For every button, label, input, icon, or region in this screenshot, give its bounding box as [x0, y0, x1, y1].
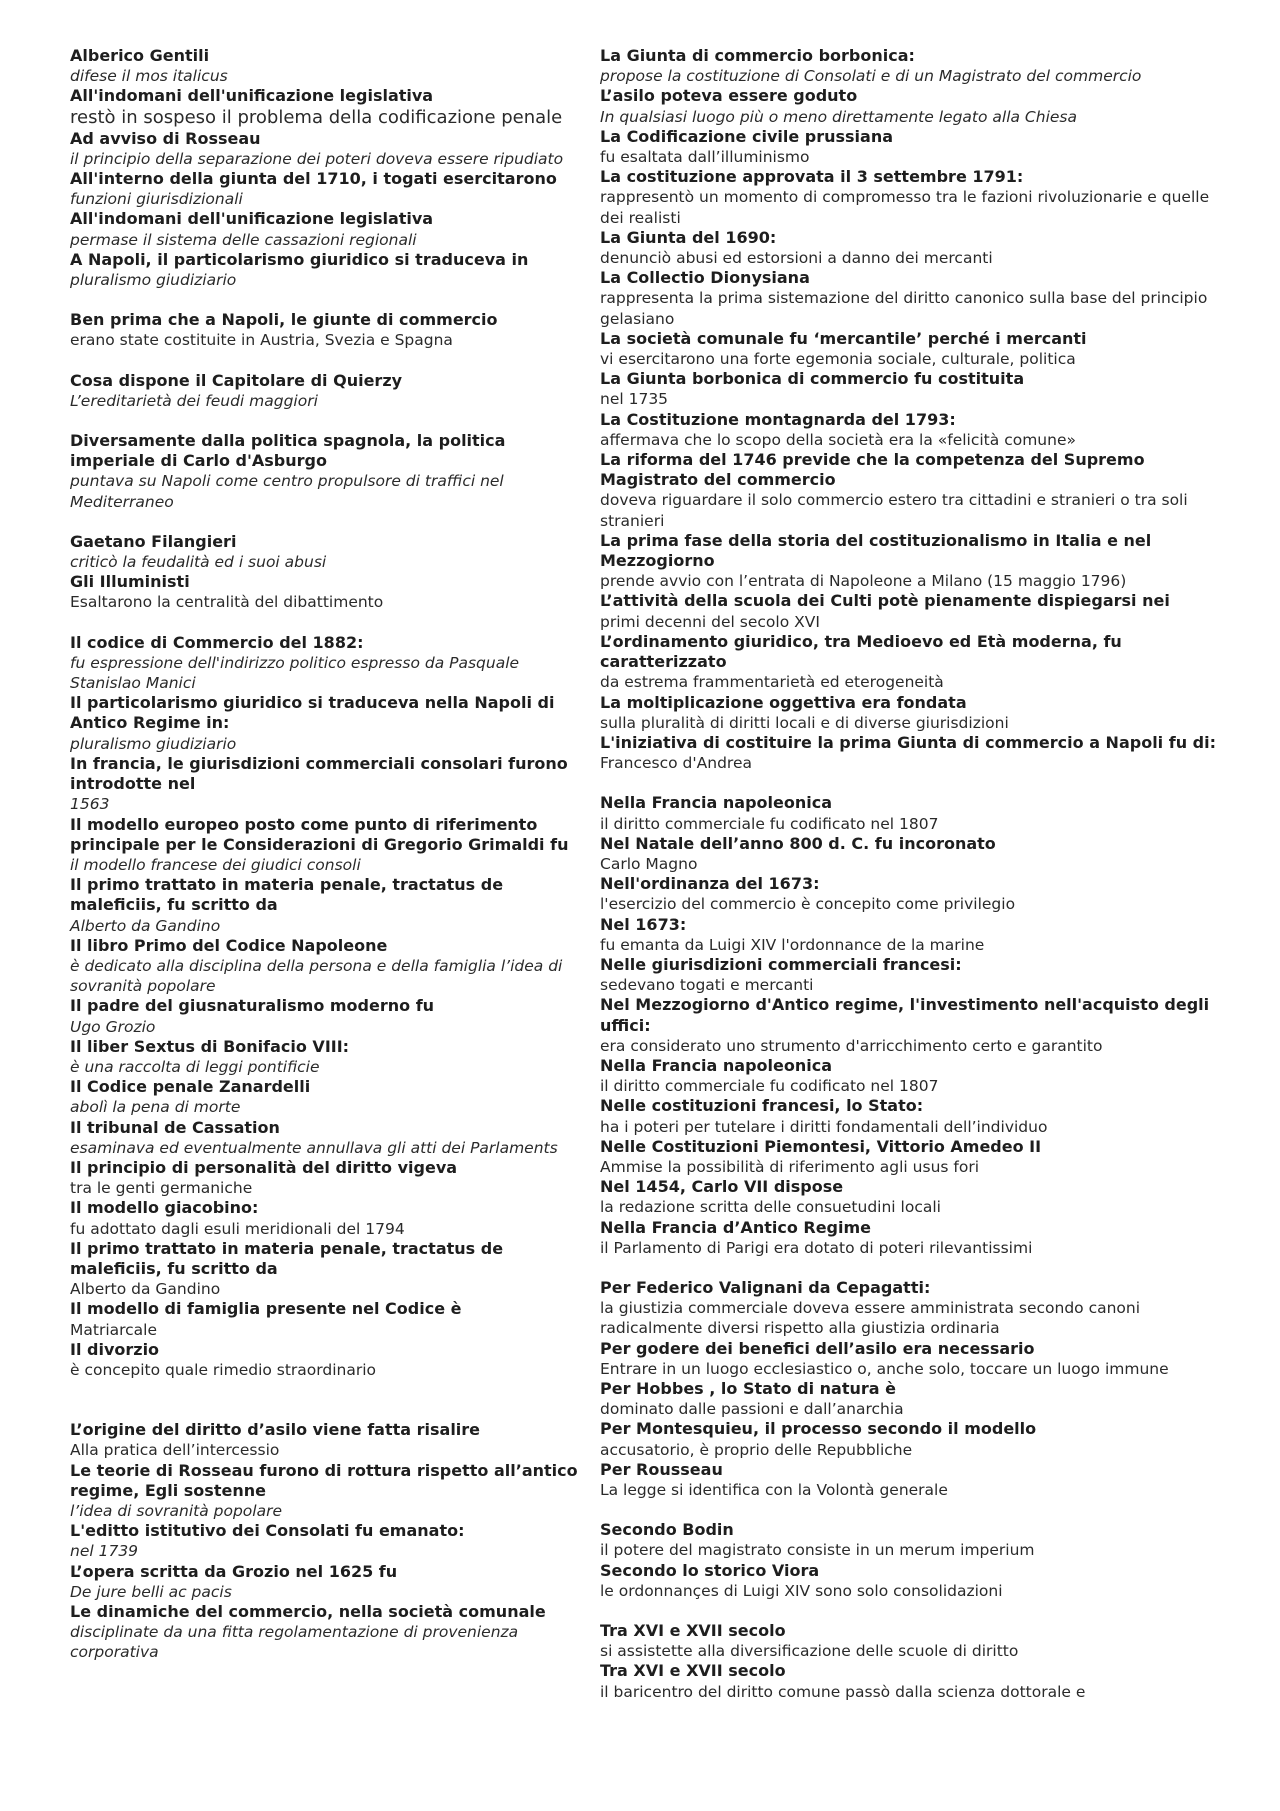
qa-entry	[600, 1419, 1220, 1459]
question-text: Il padre del giusnaturalismo moderno fu	[70, 996, 435, 1016]
question-text: All'indomani dell'unificazione legislativa	[70, 209, 434, 229]
qa-entry	[600, 531, 1220, 592]
answer-text: fu adottato dagli esuli meridionali del 1794	[70, 1219, 405, 1238]
answer-text: abolì la pena di morte	[70, 1098, 241, 1117]
answer-text: fu esaltata dall’illuminismo	[600, 148, 810, 167]
answer-text: rappresentò un momento di compromesso tra le fazioni rivoluzionarie e quelle dei realisti	[600, 188, 1210, 227]
answer-text: Carlo Magno	[600, 854, 698, 873]
qa-entry	[70, 371, 580, 411]
qa-entry	[70, 86, 580, 128]
answer-text: accusatorio, è proprio delle Repubbliche	[600, 1440, 913, 1459]
question-text: Per Federico Valignani da Cepagatti:	[600, 1277, 931, 1297]
qa-entry	[600, 874, 1220, 914]
qa-entry	[600, 1278, 1220, 1339]
qa-entry	[70, 169, 580, 209]
qa-entry	[600, 1621, 1220, 1661]
answer-text: disciplinate da una fitta regolamentazione di provenienza corporativa	[70, 1623, 519, 1662]
question-text: La Giunta del 1690:	[600, 227, 777, 247]
qa-entry	[600, 733, 1220, 773]
question-text: La moltiplicazione oggettiva era fondata	[600, 692, 967, 712]
spacer	[600, 1500, 1220, 1520]
spacer	[70, 351, 580, 371]
qa-entry	[600, 127, 1220, 167]
qa-entry	[70, 875, 580, 936]
answer-text: sulla pluralità di diritti locali e di diverse giurisdizioni	[600, 713, 1009, 732]
question-text: Il principio di personalità del diritto vigeva	[70, 1157, 458, 1177]
question-text: Nelle costituzioni francesi, lo Stato:	[600, 1096, 924, 1116]
answer-text: è concepito quale rimedio straordinario	[70, 1360, 377, 1379]
qa-entry	[70, 1118, 580, 1158]
qa-entry	[600, 1520, 1220, 1560]
qa-entry	[600, 1661, 1220, 1701]
answer-text: La legge si identifica con la Volontà generale	[600, 1481, 948, 1500]
qa-entry	[70, 1461, 580, 1522]
left-column	[70, 46, 580, 1663]
answer-text: doveva riguardare il solo commercio estero tra cittadini e stranieri o tra soli stranieri	[600, 491, 1188, 530]
question-text: L’opera scritta da Grozio nel 1625 fu	[70, 1561, 398, 1581]
question-text: La riforma del 1746 previde che la competenza del Supremo Magistrato del commercio	[600, 450, 1145, 490]
answer-text: rappresenta la prima sistemazione del diritto canonico sulla base del principio gelasiano	[600, 289, 1208, 328]
answer-text: Ammise la possibilità di riferimento agli usus fori	[600, 1157, 980, 1176]
answer-text: le ordonnançes di Luigi XIV sono solo consolidazioni	[600, 1581, 1003, 1600]
qa-entry	[600, 591, 1220, 631]
answer-text: la redazione scritta delle consuetudini locali	[600, 1198, 941, 1217]
question-text: Nel Natale dell’anno 800 d. C. fu incoronato	[600, 833, 996, 853]
answer-text: propose la costituzione di Consolati e di un Magistrato del commercio	[600, 67, 1142, 86]
question-text: Cosa dispone il Capitolare di Quierzy	[70, 370, 403, 390]
qa-entry	[70, 1239, 580, 1300]
question-text: Per Hobbes , lo Stato di natura è	[600, 1379, 896, 1398]
question-text: Tra XVI e XVII secolo	[600, 1621, 786, 1641]
question-text: L’asilo poteva essere goduto	[600, 86, 858, 106]
question-text: Diversamente dalla politica spagnola, la politica imperiale di Carlo d'Asburgo	[70, 431, 506, 471]
qa-entry	[600, 1339, 1220, 1379]
answer-text: era considerato uno strumento d'arricchimento certo e garantito	[600, 1036, 1103, 1055]
answer-text: ha i poteri per tutelare i diritti fondamentali dell’individuo	[600, 1117, 1048, 1136]
qa-entry	[600, 46, 1220, 86]
question-text: Il primo trattato in materia penale, tractatus de maleficiis, fu scritto da	[70, 1238, 504, 1278]
answer-text: nel 1735	[600, 390, 669, 409]
qa-entry	[600, 632, 1220, 693]
qa-entry	[600, 834, 1220, 874]
qa-entry	[70, 633, 580, 694]
question-text: Secondo lo storico Viora	[600, 1560, 820, 1580]
question-text: Le dinamiche del commercio, nella società comunale	[70, 1602, 546, 1622]
question-text: La Costituzione montagnarda del 1793:	[600, 409, 956, 429]
question-text: La società comunale fu ‘mercantile’ perché i mercanti	[600, 328, 1087, 348]
qa-entry	[600, 955, 1220, 995]
answer-text: Entrare in un luogo ecclesiastico o, anche solo, toccare un luogo immune	[600, 1359, 1169, 1378]
qa-entry	[70, 572, 580, 612]
answer-text: sedevano togati e mercanti	[600, 976, 814, 995]
qa-entry	[600, 450, 1220, 531]
question-text: La prima fase della storia del costituzionalismo in Italia e nel Mezzogiorno	[600, 530, 1152, 571]
answer-text: pluralismo giudiziario	[70, 271, 237, 290]
answer-text: criticò la feudalità ed i suoi abusi	[70, 553, 327, 572]
question-text: Il Codice penale Zanardelli	[70, 1077, 311, 1097]
answer-text: Alberto da Gandino	[70, 1280, 221, 1299]
answer-text: nel 1739	[70, 1542, 139, 1561]
question-text: Il liber Sextus di Bonifacio VIII:	[70, 1036, 350, 1056]
question-text: Il tribunal de Cassation	[70, 1117, 280, 1137]
qa-entry	[600, 86, 1220, 126]
answer-text: L’ereditarietà dei feudi maggiori	[70, 391, 318, 410]
qa-entry	[70, 129, 580, 169]
question-text: L'editto istitutivo dei Consolati fu emanato:	[70, 1521, 465, 1541]
answer-text: da estrema frammentarietà ed eterogeneità	[600, 673, 944, 692]
qa-entry	[70, 815, 580, 876]
question-text: Nella Francia napoleonica	[600, 1055, 833, 1075]
qa-entry	[600, 1096, 1220, 1136]
question-text: Nel 1454, Carlo VII dispose	[600, 1177, 844, 1197]
question-text: La Codificazione civile prussiana	[600, 126, 894, 146]
qa-entry	[70, 1077, 580, 1117]
answer-text: il modello francese dei giudici consoli	[70, 855, 361, 874]
answer-text: il baricentro del diritto comune passò dalla scienza dottorale e	[600, 1682, 1086, 1701]
question-text: Il modello europeo posto come punto di riferimento principale per le Considerazioni di Gregorio Grimaldi fu	[70, 814, 569, 854]
qa-entry	[600, 167, 1220, 228]
question-text: Gaetano Filangieri	[70, 531, 237, 551]
question-text: Nel 1673:	[600, 914, 687, 934]
question-text: L'iniziativa di costituire la prima Giunta di commercio a Napoli fu di:	[600, 732, 1216, 752]
answer-text: difese il mos italicus	[70, 67, 228, 86]
question-text: Ben prima che a Napoli, le giunte di commercio	[70, 310, 498, 330]
answer-text: De jure belli ac pacis	[70, 1582, 232, 1601]
answer-text: Alberto da Gandino	[70, 916, 221, 935]
answer-text: è una raccolta di leggi pontificie	[70, 1057, 320, 1076]
answer-text: permase il sistema delle cassazioni regionali	[70, 230, 417, 249]
question-text: Il modello giacobino:	[70, 1198, 259, 1218]
answer-text: dominato dalle passioni e dall’anarchia	[600, 1400, 904, 1419]
question-text: La Collectio Dionysiana	[600, 268, 810, 288]
answer-text: pluralismo giudiziario	[70, 734, 237, 753]
answer-text: In qualsiasi luogo più o meno direttamente legato alla Chiesa	[600, 107, 1077, 126]
question-text: Per godere dei benefici dell’asilo era necessario	[600, 1338, 1035, 1358]
answer-text: il diritto commerciale fu codificato nel 1807	[600, 1077, 939, 1096]
answer-text: vi esercitarono una forte egemonia sociale, culturale, politica	[600, 350, 1076, 369]
question-text: Per Montesquieu, il processo secondo il modello	[600, 1419, 1037, 1439]
spacer	[600, 773, 1220, 793]
qa-entry	[70, 209, 580, 249]
answer-text: è dedicato alla disciplina della persona e della famiglia l’idea di sovranità popolare	[70, 956, 563, 996]
qa-entry	[70, 754, 580, 815]
answer-text: Alla pratica dell’intercessio	[70, 1441, 280, 1460]
question-text: La Giunta borbonica di commercio fu costituita	[600, 369, 1025, 389]
question-text: Il divorzio	[70, 1339, 160, 1359]
question-text: Ad avviso di Rosseau	[70, 128, 261, 148]
qa-entry	[70, 1299, 580, 1339]
qa-entry	[600, 1561, 1220, 1601]
answer-text: l’idea di sovranità popolare	[70, 1502, 283, 1520]
question-text: Il particolarismo giuridico si traduceva nella Napoli di Antico Regime in:	[70, 693, 555, 733]
qa-entry	[600, 228, 1220, 268]
answer-text: il Parlamento di Parigi era dotato di poteri rilevantissimi	[600, 1238, 1033, 1257]
qa-entry	[70, 996, 580, 1036]
answer-text: esaminava ed eventualmente annullava gli atti dei Parlaments	[70, 1138, 558, 1157]
question-text: Alberico Gentili	[70, 46, 210, 65]
answer-text: affermava che lo scopo della società era la «felicità comune»	[600, 430, 1076, 449]
answer-text: denunciò abusi ed estorsioni a danno dei mercanti	[600, 249, 993, 268]
qa-entry	[600, 410, 1220, 450]
spacer	[70, 1380, 580, 1420]
qa-entry	[600, 329, 1220, 369]
question-text: Secondo Bodin	[600, 1520, 734, 1540]
answer-text: il potere del magistrato consiste in un merum imperium	[600, 1541, 1035, 1560]
answer-text: primi decenni del secolo XVI	[600, 612, 820, 631]
answer-text: tra le genti germaniche	[70, 1179, 253, 1198]
qa-entry	[600, 1177, 1220, 1217]
question-text: All'interno della giunta del 1710, i togati esercitarono	[70, 169, 557, 189]
spacer	[70, 411, 580, 431]
question-text: Nelle Costituzioni Piemontesi, Vittorio Amedeo II	[600, 1136, 1042, 1156]
question-text: L’attività della scuola dei Culti potè pienamente dispiegarsi nei	[600, 591, 1170, 611]
qa-entry	[70, 693, 580, 754]
qa-entry	[70, 431, 580, 512]
qa-entry	[70, 936, 580, 997]
qa-entry	[70, 1198, 580, 1238]
qa-entry	[600, 915, 1220, 955]
answer-text: l'esercizio del commercio è concepito come privilegio	[600, 895, 1016, 914]
spacer	[70, 613, 580, 633]
question-text: Il codice di Commercio del 1882:	[70, 632, 364, 652]
answer-text: puntava su Napoli come centro propulsore di traffici nel Mediterraneo	[70, 472, 504, 511]
qa-entry	[70, 1420, 580, 1460]
question-text: A Napoli, il particolarismo giuridico si traduceva in	[70, 249, 529, 269]
answer-text: fu espressione dell'indirizzo politico espresso da Pasquale Stanislao Manici	[70, 653, 520, 693]
answer-text: 1563	[70, 795, 110, 814]
answer-text: il diritto commerciale fu codificato nel 1807	[600, 814, 939, 833]
question-text: Nelle giurisdizioni commerciali francesi:	[600, 954, 962, 974]
question-text: Per Rousseau	[600, 1459, 723, 1479]
answer-text: restò in sospeso il problema della codificazione penale	[70, 106, 563, 128]
qa-entry	[70, 250, 580, 290]
question-text: La costituzione approvata il 3 settembre 1791:	[600, 167, 1024, 187]
answer-text: prende avvio con l’entrata di Napoleone a Milano (15 maggio 1796)	[600, 572, 1127, 591]
qa-entry	[70, 1340, 580, 1380]
qa-entry	[70, 1521, 580, 1561]
question-text: All'indomani dell'unificazione legislativa	[70, 86, 434, 106]
answer-text: funzioni giurisdizionali	[70, 190, 243, 209]
answer-text: la giustizia commerciale doveva essere amministrata secondo canoni radicalmente diversi rispetto alla giustizia ordinaria	[600, 1299, 1141, 1338]
qa-entry	[600, 369, 1220, 409]
question-text: In francia, le giurisdizioni commerciali consolari furono introdotte nel	[70, 753, 568, 794]
answer-text: Esaltarono la centralità del dibattimento	[70, 593, 384, 612]
question-text: Il libro Primo del Codice Napoleone	[70, 935, 388, 955]
qa-entry	[600, 268, 1220, 329]
spacer	[70, 290, 580, 310]
qa-entry	[600, 693, 1220, 733]
spacer	[70, 512, 580, 532]
question-text: Tra XVI e XVII secolo	[600, 1661, 786, 1681]
qa-entry	[70, 1158, 580, 1198]
answer-text: si assistette alla diversificazione delle scuole di diritto	[600, 1642, 1019, 1661]
qa-entry	[600, 1137, 1220, 1177]
question-text: L’ordinamento giuridico, tra Medioevo ed Età moderna, fu caratterizzato	[600, 631, 1122, 672]
answer-text: fu emanta da Luigi XIV l'ordonnance de la marine	[600, 935, 985, 954]
qa-entry	[600, 1379, 1220, 1419]
right-column	[600, 46, 1220, 1702]
answer-text: Ugo Grozio	[70, 1017, 156, 1036]
qa-entry	[600, 1460, 1220, 1500]
question-text: Le teorie di Rosseau furono di rottura rispetto all’antico regime, Egli sostenne	[70, 1460, 578, 1500]
qa-entry	[70, 1037, 580, 1077]
answer-text: il principio della separazione dei poteri doveva essere ripudiato	[70, 149, 564, 168]
qa-entry	[70, 1602, 580, 1663]
question-text: La Giunta di commercio borbonica:	[600, 46, 915, 65]
qa-entry	[70, 46, 580, 86]
answer-text: Matriarcale	[70, 1320, 158, 1339]
spacer	[600, 1258, 1220, 1278]
question-text: L’origine del diritto d’asilo viene fatta risalire	[70, 1420, 481, 1440]
spacer	[600, 1601, 1220, 1621]
qa-entry	[70, 310, 580, 350]
question-text: Gli Illuministi	[70, 572, 190, 592]
question-text: Il primo trattato in materia penale, tractatus de maleficiis, fu scritto da	[70, 875, 504, 915]
qa-entry	[70, 1562, 580, 1602]
question-text: Nel Mezzogiorno d'Antico regime, l'investimento nell'acquisto degli uffici:	[600, 995, 1210, 1035]
question-text: Il modello di famiglia presente nel Codice è	[70, 1299, 462, 1319]
answer-text: erano state costituite in Austria, Svezia e Spagna	[70, 331, 453, 350]
answer-text: Francesco d'Andrea	[600, 754, 752, 773]
qa-entry	[600, 995, 1220, 1056]
question-text: Nella Francia napoleonica	[600, 793, 833, 813]
qa-entry	[600, 1056, 1220, 1096]
qa-entry	[600, 1218, 1220, 1258]
qa-entry	[70, 532, 580, 572]
question-text: Nella Francia d’Antico Regime	[600, 1217, 872, 1237]
qa-entry	[600, 793, 1220, 833]
question-text: Nell'ordinanza del 1673:	[600, 874, 820, 894]
